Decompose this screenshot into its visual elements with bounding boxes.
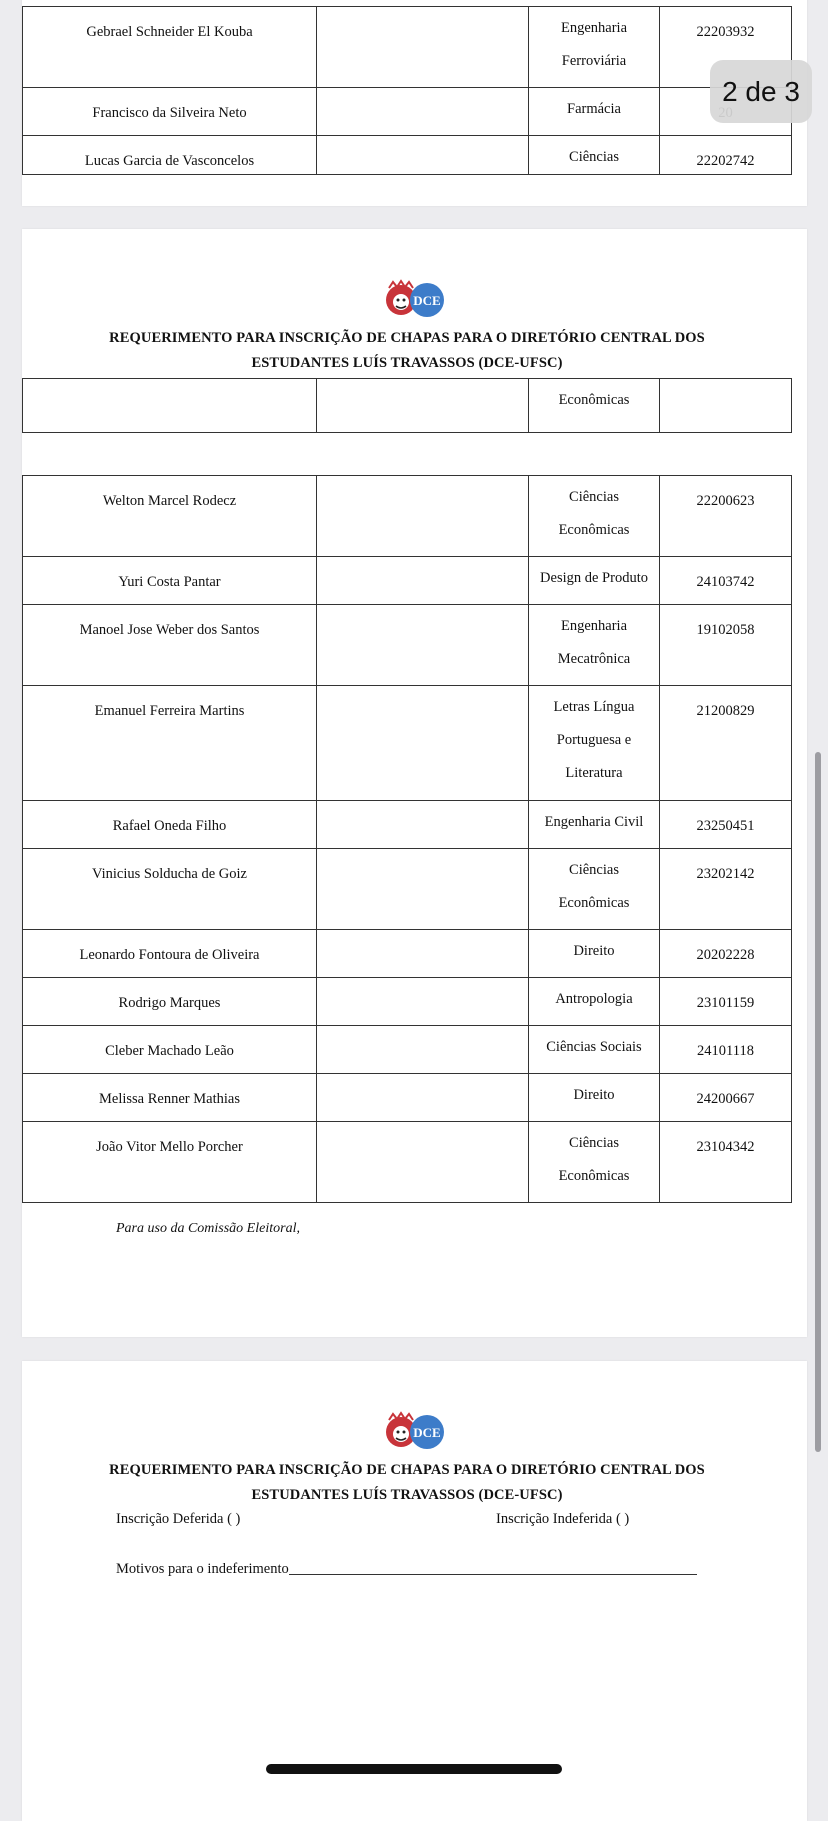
signature-cell [317,136,529,175]
course-line: Farmácia [567,101,621,117]
document-page-2 [22,229,807,1337]
student-id-cell [660,379,792,433]
member-name-cell: Manoel Jose Weber dos Santos [23,605,317,686]
signature-cell [317,605,529,686]
table-row [23,7,792,88]
dce-logo-2 [381,1410,447,1450]
member-name-cell: João Vitor Mello Porcher [23,1122,317,1203]
course-line: Ciências [569,862,619,878]
motivos-text: Motivos para o indeferimento [116,1561,289,1577]
table-row [23,930,792,978]
table-row [23,605,792,686]
course-line: Engenharia Civil [544,814,644,830]
student-id-cell: 20202228 [660,930,792,978]
course-line: Letras Língua [553,699,635,715]
title-line-1: REQUERIMENTO PARA INSCRIÇÃO DE CHAPAS PARA O DIRETÓRIO CENTRAL DOS [109,330,705,346]
table-row [23,1074,792,1122]
student-id-cell: 22200623 [660,476,792,557]
members-table [22,475,792,1203]
page-indicator: 2 de 3 [710,60,812,123]
student-id-cell: 23104342 [660,1122,792,1203]
table-row [23,379,792,433]
document-page-1 [22,0,807,206]
course-cell [529,1074,660,1122]
table-row [23,476,792,557]
course-line: Portuguesa e [556,732,632,748]
course-cell [529,88,660,136]
member-name-cell: Rafael Oneda Filho [23,801,317,849]
course-line: Econômicas [558,392,630,408]
course-line: Econômicas [558,522,630,538]
document-page-3 [22,1361,807,1821]
member-name-cell: Cleber Machado Leão [23,1026,317,1074]
course-cell [529,7,660,88]
deferida-label: Inscrição Deferida ( ) [116,1511,241,1527]
page-title-2 [82,1458,732,1508]
member-name-cell: Vinicius Solducha de Goiz [23,849,317,930]
student-id-cell: 24200667 [660,1074,792,1122]
member-name-cell: Yuri Costa Pantar [23,557,317,605]
signature-cell [317,379,529,433]
course-line: Econômicas [558,1168,630,1184]
course-cell [529,557,660,605]
member-name-cell: Gebrael Schneider El Kouba [23,7,317,88]
table-row [23,136,792,175]
signature-cell [317,930,529,978]
course-line: Design de Produto [540,570,648,586]
course-cell [529,801,660,849]
course-cell [529,1026,660,1074]
motivos-label [116,1561,697,1578]
student-id-cell: 19102058 [660,605,792,686]
course-cell [529,686,660,801]
student-id-cell: 23202142 [660,849,792,930]
member-name-cell: Melissa Renner Mathias [23,1074,317,1122]
members-table-top [22,6,792,175]
course-line: Econômicas [558,895,630,911]
table-row [23,978,792,1026]
signature-cell [317,1074,529,1122]
member-name-cell: Rodrigo Marques [23,978,317,1026]
member-name-cell: Francisco da Silveira Neto [23,88,317,136]
course-line: Ciências [569,1135,619,1151]
course-line: Antropologia [555,991,633,1007]
table-row [23,801,792,849]
title-line-2: ESTUDANTES LUÍS TRAVASSOS (DCE-UFSC) [251,355,563,371]
scrollbar[interactable] [815,752,821,1452]
course-line: Direito [573,1087,615,1103]
student-id-cell: 24101118 [660,1026,792,1074]
course-cell [529,978,660,1026]
indeferida-label: Inscrição Indeferida ( ) [496,1511,630,1527]
continuation-table [22,378,792,433]
table-row [23,557,792,605]
course-cell [529,379,660,433]
signature-cell [317,849,529,930]
course-line: Direito [573,943,615,959]
member-name-cell: Leonardo Fontoura de Oliveira [23,930,317,978]
signature-cell [317,686,529,801]
student-id-cell: 23101159 [660,978,792,1026]
member-name-cell: Emanuel Ferreira Martins [23,686,317,801]
title-line-2: ESTUDANTES LUÍS TRAVASSOS (DCE-UFSC) [251,1487,563,1503]
home-indicator[interactable] [266,1764,562,1774]
course-cell [529,605,660,686]
commission-note: Para uso da Comissão Eleitoral, [116,1221,300,1236]
signature-cell [317,7,529,88]
course-cell [529,476,660,557]
table-row [23,88,792,136]
table-row [23,849,792,930]
table-row [23,1122,792,1203]
course-line: Ferroviária [561,53,627,69]
signature-cell [317,476,529,557]
signature-cell [317,88,529,136]
course-line: Ciências [569,489,619,505]
member-name-cell [23,379,317,433]
svg-text:DCE: DCE [413,1425,441,1440]
page-title [82,326,732,376]
signature-cell [317,978,529,1026]
course-line: Engenharia [560,20,628,36]
member-name-cell: Welton Marcel Rodecz [23,476,317,557]
table-row [23,1026,792,1074]
course-line: Mecatrônica [557,651,631,667]
student-id-cell: 22202742 [660,136,792,175]
signature-cell [317,1122,529,1203]
signature-cell [317,801,529,849]
table-row [23,686,792,801]
student-id-cell: 24103742 [660,557,792,605]
title-line-1: REQUERIMENTO PARA INSCRIÇÃO DE CHAPAS PARA O DIRETÓRIO CENTRAL DOS [109,1462,705,1478]
course-cell [529,849,660,930]
course-cell [529,930,660,978]
student-id-cell: 22203932 [660,7,792,88]
motivos-line [289,1574,697,1575]
member-name-cell: Lucas Garcia de Vasconcelos [23,136,317,175]
course-cell [529,136,660,175]
signature-cell [317,1026,529,1074]
student-id-cell: 23250451 [660,801,792,849]
svg-text:DCE: DCE [413,293,441,308]
dce-logo [381,278,447,318]
course-line: Engenharia [560,618,628,634]
student-id-cell: 21200829 [660,686,792,801]
course-cell [529,1122,660,1203]
course-line: Ciências [569,149,619,165]
signature-cell [317,557,529,605]
course-line: Ciências Sociais [546,1039,642,1055]
course-line: Literatura [565,765,623,781]
